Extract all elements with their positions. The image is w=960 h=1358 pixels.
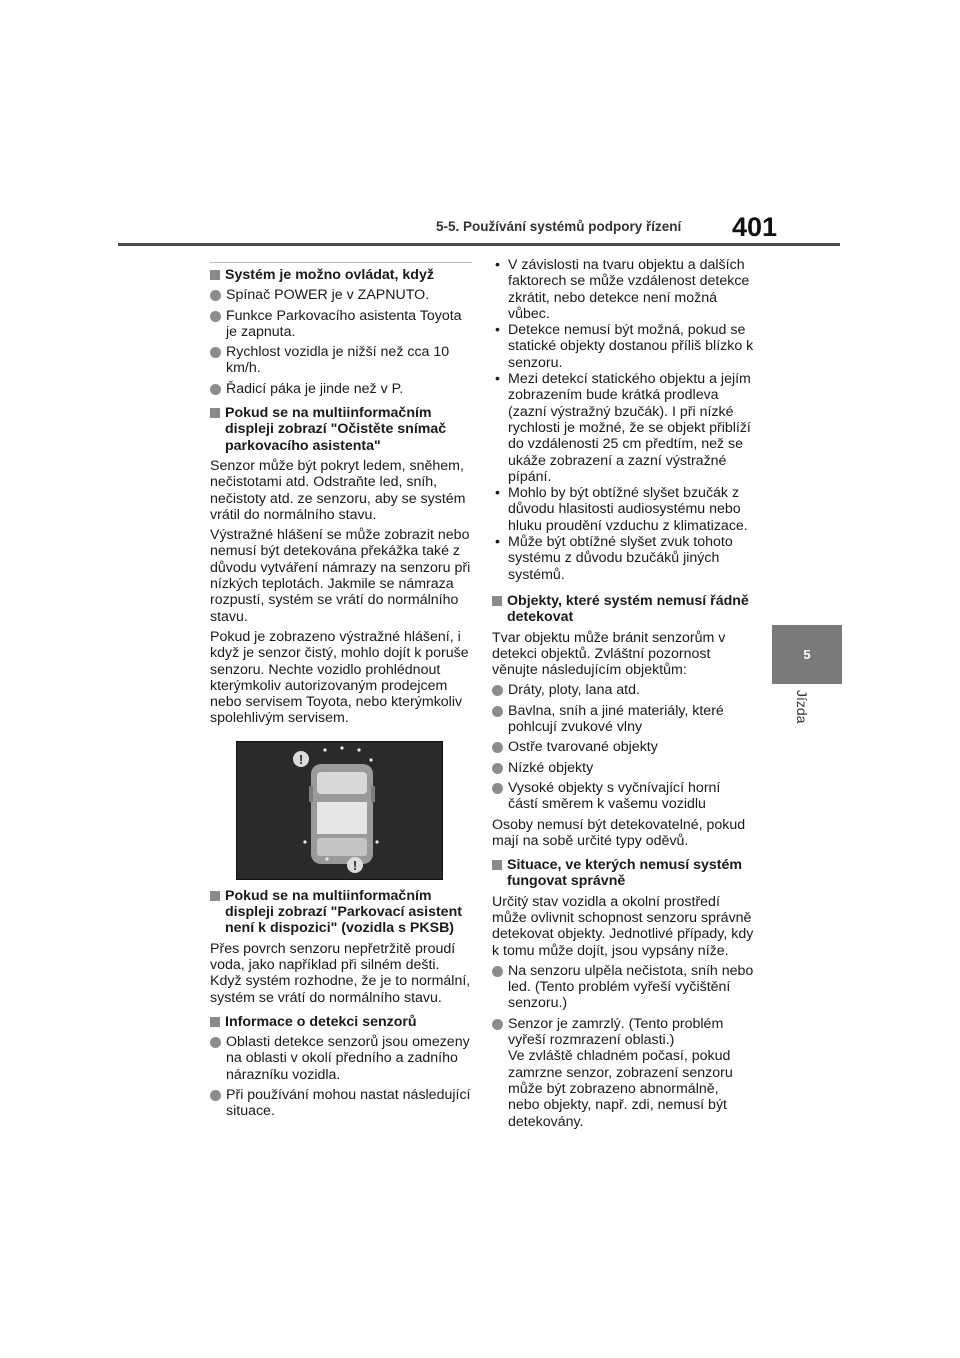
car-sensor-illustration [237, 742, 442, 879]
heading-text: Informace o detekci senzorů [225, 1013, 417, 1030]
round-bullet-icon [492, 706, 503, 717]
list-item-text: Spínač POWER je v ZAPNUTO. [226, 287, 430, 304]
right-column [492, 257, 754, 1134]
heading-text: Objekty, které systém nemusí řádně detekovat [507, 592, 749, 626]
list-item-text: Oblasti detekce senzorů jsou omezeny na oblasti v okolí předního a zadního nárazníku vozidla. [226, 1034, 470, 1083]
dash-item [492, 485, 754, 534]
list-item-text: Funkce Parkovacího asistenta Toyota je zapnuta. [226, 307, 462, 340]
heading-text: Systém je možno ovládat, když [225, 267, 434, 283]
paragraph: Ve zvláště chladném počasí, pokud zamrzne senzor, zobrazení senzoru může být zobrazeno abnormálně, nebo objekty, např. zdi, nemusí být detekovány. [508, 1048, 733, 1130]
dash-item [492, 257, 754, 322]
section-divider [210, 262, 472, 263]
dash-item-text: Může být obtížné slyšet zvuk tohoto systému z důvodu bzučáků jiných systémů. [508, 534, 733, 583]
warning-mark: ! [352, 857, 358, 873]
list-item [492, 703, 754, 736]
paragraph: Senzor může být pokryt ledem, sněhem, nečistotami atd. Odstraňte led, sníh, nečistoty atd. ze senzoru, aby se systém vrátil do normálního stavu. [210, 457, 466, 523]
list-item-text: Při používání mohou nastat následující situace. [226, 1086, 471, 1120]
header-rule [118, 243, 840, 246]
list-item-text: Senzor je zamrzlý. (Tento problém vyřeší rozmrazení oblasti.) [508, 1015, 724, 1049]
list-item-text: Rychlost vozidla je nižší než cca 10 km/h. [226, 344, 450, 377]
left-column [210, 262, 472, 1124]
section-heading [210, 888, 472, 937]
square-bullet-icon [210, 1017, 220, 1027]
square-bullet-icon [210, 891, 220, 901]
dash-item [492, 371, 754, 485]
round-bullet-icon [210, 311, 221, 322]
section-heading [210, 405, 472, 454]
list-item [210, 287, 472, 303]
round-bullet-icon [210, 384, 221, 395]
list-item [492, 780, 754, 813]
section-heading [210, 267, 472, 283]
round-bullet-icon [492, 966, 503, 977]
heading-text: Pokud se na multiinformačním displeji zobrazí "Parkovací asistent není k dispozici" (vozidla s PKSB) [225, 887, 462, 937]
dash-bullet-icon: • [495, 485, 500, 502]
list-item-text: Dráty, ploty, lana atd. [508, 682, 640, 699]
round-bullet-icon [492, 742, 503, 753]
list-item [492, 963, 754, 1012]
list-item [492, 682, 754, 698]
round-bullet-icon [210, 1090, 221, 1101]
list-item [210, 381, 472, 397]
square-bullet-icon [210, 270, 220, 280]
paragraph: Tvar objektu může bránit senzorům v detekci objektů. Zvláštní pozornost věnujte následujícím objektům: [492, 629, 726, 679]
chapter-label: Jízda [794, 690, 810, 724]
list-item-text: Bavlna, sníh a jiné materiály, které pohlcují zvukové vlny [508, 702, 724, 736]
section-title: 5-5. Používání systémů podpory řízení [436, 219, 682, 234]
heading-text: Pokud se na multiinformačním displeji zobrazí "Očistěte snímač parkovacího asistenta" [225, 405, 447, 454]
list-item [210, 344, 472, 377]
list-item [492, 760, 754, 776]
list-item-text: Ostře tvarované objekty [508, 739, 658, 756]
dash-item-text: Mezi detekcí statického objektu a jejím zobrazením bude krátká prodleva (zazní výstražný bzučák). I při nízké rychlosti je možné, že se objekt přiblíží do vzdálenosti 25 cm předtím, než se ukáže zobrazení a zazní výstražné pípání. [508, 371, 751, 485]
list-item-text: Na senzoru ulpěla nečistota, sníh nebo led. (Tento problém vyřeší vyčištění senzoru.) [508, 962, 754, 1012]
list-item-text: Řadicí páka je jinde než v P. [226, 380, 404, 397]
list-item-text: Vysoké objekty s vyčnívající horní částí směrem k vašemu vozidlu [508, 779, 721, 813]
list-item-text: Nízké objekty [508, 759, 594, 776]
section-heading [492, 857, 754, 890]
list-item [210, 308, 472, 341]
chapter-number: 5 [803, 647, 811, 662]
round-bullet-icon [210, 290, 221, 301]
square-bullet-icon [492, 596, 502, 606]
list-item [210, 1034, 472, 1083]
dash-bullet-icon: • [495, 322, 500, 339]
paragraph: Osoby nemusí být detekovatelné, pokud mají na sobě určité typy oděvů. [492, 816, 746, 849]
heading-text: Situace, ve kterých nemusí systém fungovat správně [507, 857, 743, 890]
round-bullet-icon [492, 1019, 503, 1030]
dash-item-text: Mohlo by být obtížné slyšet bzučák z důvodu hlasitosti audiosystému nebo hluku proudění vzduchu z klimatizace. [508, 485, 748, 534]
round-bullet-icon [492, 783, 503, 794]
chapter-tab [772, 625, 842, 684]
paragraph: Určitý stav vozidla a okolní prostředí může ovlivnit schopnost senzoru správně detekovat objekty. Jednotlivé případy, kdy k tomu může dojít, jsou vypsány níže. [492, 893, 754, 959]
page-number: 401 [732, 212, 778, 242]
square-bullet-icon [210, 408, 220, 418]
section-heading [492, 593, 754, 626]
round-bullet-icon [492, 763, 503, 774]
list-item [492, 739, 754, 755]
dash-item-text: Detekce nemusí být možná, pokud se statické objekty dostanou příliš blízko k senzoru. [508, 322, 754, 371]
parking-sensor-figure [236, 741, 443, 880]
warning-mark: ! [298, 751, 304, 767]
list-item [210, 1087, 472, 1120]
paragraph: Přes povrch senzoru nepřetržitě proudí voda, jako například při silném dešti. Když systém rozhodne, že je to normální, systém se vrátí do normálního stavu. [210, 940, 471, 1006]
round-bullet-icon [210, 1037, 221, 1048]
round-bullet-icon [492, 685, 503, 696]
dash-item [492, 322, 754, 371]
dash-bullet-icon: • [495, 534, 500, 551]
paragraph: Výstražné hlášení se může zobrazit nebo nemusí být detekována překážka také z důvodu vytváření námrazy na senzoru při nízkých teplotách. Jakmile se námraza rozpustí, systém se vrátí do normálního stavu. [210, 527, 471, 625]
dash-bullet-icon: • [495, 371, 500, 388]
paragraph: Pokud je zobrazeno výstražné hlášení, i když je senzor čistý, mohlo dojít k poruše senzoru. Nechte vozidlo prohlédnout kterýmkoliv autorizovaným prodejcem nebo servisem Toyota, nebo kterýmkoliv spolehlivým servisem. [210, 628, 469, 727]
square-bullet-icon [492, 860, 502, 870]
list-item [492, 1016, 754, 1049]
dash-bullet-icon: • [495, 257, 500, 273]
round-bullet-icon [210, 347, 221, 358]
dash-item [492, 534, 754, 583]
dash-item-text: V závislosti na tvaru objektu a dalších faktorech se může vzdálenost detekce zkrátit, nebo detekce není možná vůbec. [508, 257, 750, 322]
section-heading [210, 1014, 472, 1030]
